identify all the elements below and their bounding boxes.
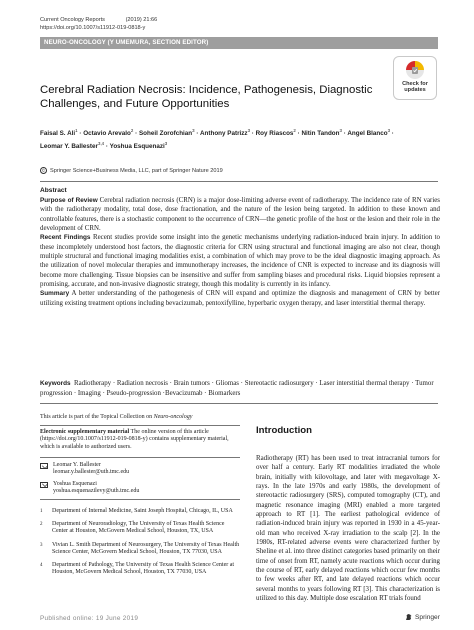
author-list: Faisal S. Ali$^1$ · Octavio Arevalo$^2$ · Soheil Zorofchian$^3$ · Anthony Patrizz$^3$ · Roy Riascos$^2$ · Nitin Tandon$^3$ · Angel Blanco$^3$ · Leomar Y. Ballester$^{3,4}$ · Yoshua Esquenazi$^3$: [40, 128, 394, 151]
abstract-body: [40, 196, 440, 308]
contact-item: [40, 481, 240, 495]
author-name[interactable]: Angel Blanco: [347, 130, 388, 138]
author-name[interactable]: Anthony Patrizz: [199, 130, 248, 138]
check-for-updates-button[interactable]: [393, 56, 437, 100]
affiliation-number: 4: [40, 563, 43, 569]
abstract-findings-label: Recent Findings: [40, 234, 91, 242]
topical-collection-link[interactable]: Neuro-oncology: [153, 414, 193, 420]
published-online: Published online: 19 June 2019: [40, 615, 139, 622]
check-for-updates-icon: [405, 60, 425, 80]
divider: [40, 403, 438, 404]
author-affiliation-ref: 3,4: [98, 141, 105, 147]
supplementary-note: [40, 429, 240, 451]
introduction-section: [256, 410, 440, 604]
abstract-review-text: Cerebral radiation necrosis (CRN) is a major dose-limiting adverse event of radiotherapy. The incidence rate of RN varies with the radiotherapy modality, total dose, dose fractionation, and the nature of the lesion being targeted. In addition to these known and controllable features, there is a stochastic component to the occurrence of CRN—the genetic profile of the host or the lesion and their role in the development of CRN.: [40, 197, 440, 233]
envelope-icon: [40, 482, 48, 488]
article-footnotes: [40, 410, 240, 576]
publisher-name: Springer: [415, 613, 440, 621]
divider: [40, 181, 438, 182]
author-name[interactable]: Nitin Tandon: [301, 130, 340, 138]
author-affiliation-ref: 3: [247, 128, 251, 133]
author-name[interactable]: Roy Riascos: [255, 130, 294, 138]
contact-name: Yoshua Esquenazi: [53, 480, 97, 487]
introduction-body: Radiotherapy (RT) has been used to treat intracranial tumors for over half a century. Early RT modalities irradiated the whole brain, initially with kilovoltage, and later with megavoltage X-rays. In the late 1970s and early 1980s, the development of stereotactic radiosurgery (SRS), computed tomography (CT), and magnetic resonance imaging (MRI) enabled a more targeted approach to RT [1]. The earliest pathological evidence of radiation-induced brain injury was reported in 1930 in a 45-year-old man who received X-ray irradiation to the scalp [2]. In the 1980s, RT-related adverse events were characterized further by Sheline et al. into three distinct categories based primarily on their time of onset from RT, namely acute reactions which occur during the course of RT, early delayed reactions which occur few months to few weeks after RT, and late delayed reactions which occur several months to years following RT [3]. This characterization is utilized to this day. Multiple dose escalation RT trials found: [256, 455, 440, 603]
affiliation-item: [40, 562, 240, 576]
topical-collection-note: [40, 410, 240, 426]
affiliation-number: 1: [40, 509, 43, 515]
journal-year-issue: (2019) 21:66: [125, 17, 158, 23]
contact-name: Leomar Y. Ballester: [53, 462, 101, 469]
author-affiliation-ref: 2: [293, 128, 296, 133]
supplementary-text: The online version of this article (https://doi.org/10.1007/s11912-019-0818-y) contains supplementary material, which is available to authorized users.: [40, 429, 229, 450]
abstract-review-label: Purpose of Review: [40, 197, 98, 204]
topical-prefix: This article is part of the Topical Collection on: [40, 414, 153, 420]
author-affiliation-ref: 3: [192, 128, 195, 133]
springer-logo: [405, 613, 440, 621]
author-affiliation-ref: 1: [75, 128, 78, 133]
author-affiliation-ref: 3: [164, 141, 168, 147]
check-badge-line2: updates: [404, 87, 426, 94]
abstract-summary-label: Summary: [40, 290, 70, 298]
copyright-line: [40, 167, 223, 174]
author-affiliation-ref: 3: [387, 128, 391, 133]
author-affiliation-ref: 2: [130, 128, 134, 133]
affiliation-text: Department of Pathology, The University of Texas Health Science Center at Houston, McGovern Medical School, Houston, TX 77030, USA: [52, 562, 235, 576]
copyright-icon: ©: [41, 168, 46, 173]
springer-horse-icon: [405, 613, 413, 621]
supplementary-label: Electronic supplementary material: [40, 429, 130, 435]
contact-item: [40, 462, 240, 476]
abstract-summary-text: A better understanding of the pathogenesis of CRN will expand and optimize the diagnosis and management of CRN by better utilizing existing treatment options including bevacizumab, pentoxifylline, hyperbaric oxygen therapy, and laser interstitial thermal therapy.: [40, 290, 441, 307]
affiliations: [40, 499, 240, 576]
author-affiliation-ref: 3: [339, 128, 342, 133]
affiliation-number: 2: [40, 522, 43, 528]
journal-doi-link[interactable]: https://doi.org/10.1007/s11912-019-0818-y: [40, 25, 146, 31]
keywords: [40, 379, 440, 398]
abstract-heading: Abstract: [40, 187, 67, 194]
article-title: Cerebral Radiation Necrosis: Incidence, Pathogenesis, Diagnostic Challenges, and Future Opportunities: [40, 84, 373, 110]
keywords-label: Keywords: [40, 380, 71, 387]
affiliation-text: Vivian L. Smith Department of Neurosurgery, The University of Texas Health Science Center, McGovern Medical School, Houston, TX 77030, USA: [52, 541, 240, 555]
author-name[interactable]: Yoshua Esquenazi: [109, 143, 165, 151]
corresponding-authors: [40, 457, 240, 495]
copyright-text: Springer Science+Business Media, LLC, part of Springer Nature 2019: [50, 167, 223, 174]
affiliation-item: [40, 542, 240, 556]
section-banner: NEURO-ONCOLOGY (Y UMEMURA, SECTION EDITOR): [40, 37, 438, 49]
affiliation-number: 3: [40, 542, 43, 548]
introduction-heading: Introduction: [256, 425, 312, 436]
affiliation-text: Department of Neuroradiology, The University of Texas Health Science Center at Houston, McGovern Medical School, Houston, TX, USA: [52, 521, 225, 535]
affiliation-item: [40, 508, 240, 515]
contact-email-link[interactable]: yoshua.esquenazilevy@uth.tmc.edu: [53, 487, 140, 494]
journal-name: Current Oncology Reports: [40, 17, 105, 23]
envelope-icon: [40, 463, 48, 469]
author-name[interactable]: Faisal S. Ali: [40, 130, 76, 138]
check-badge-line1: Check for: [402, 81, 428, 87]
affiliation-item: [40, 521, 240, 535]
abstract-findings-text: Recent studies provide some insight into the genetic mechanisms underlying radiation-induced brain injury. In addition to these incompletely understood host factors, the diagnostic criteria for CRN using structural and functional imaging are also not clear, though multiple structural and functional imaging modalities exist, a combination of which may prove to be the ideal diagnostic imaging approach. As the utilization of novel molecular therapies and immunotherapy increases, the incidence of CNR is expected to increase and its diagnosis will become more challenging. Tissue biopsies can be insensitive and suffer from sampling biases and procedural risks. Liquid biopsies represent a promising, accurate, and non-invasive diagnostic strategy, though this modality is currently in its infancy.: [40, 234, 441, 289]
keywords-text: Radiotherapy · Radiation necrosis · Brain tumors · Gliomas · Stereotactic radiosurgery · Laser interstitial thermal therapy · Tumor progression · Imaging · Pseudo-progression ·Bevacizumab · Biomarkers: [40, 380, 434, 397]
author-name[interactable]: Octavio Arevalo: [83, 130, 131, 138]
author-name[interactable]: Soheil Zorofchian: [138, 130, 193, 138]
affiliation-text: Department of Internal Medicine, Saint Joseph Hospital, Chicago, IL, USA: [52, 508, 233, 515]
author-name[interactable]: Leomar Y. Ballester: [40, 143, 98, 151]
contact-email-link[interactable]: leomar.y.ballester@uth.tmc.edu: [53, 469, 130, 476]
journal-info: [40, 17, 157, 24]
